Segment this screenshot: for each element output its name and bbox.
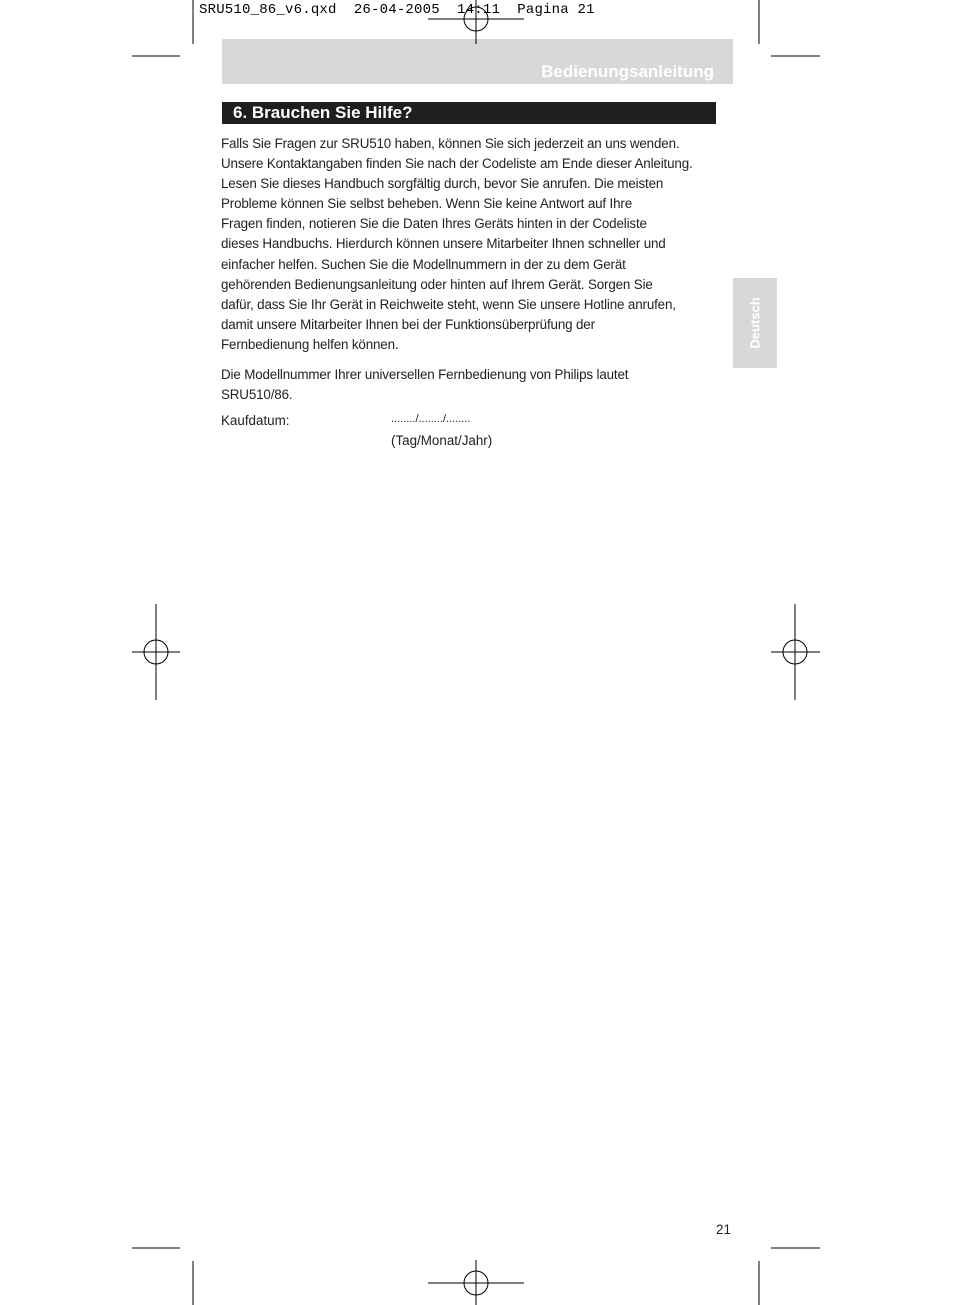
registration-mark-left [132, 604, 180, 700]
text-line: Falls Sie Fragen zur SRU510 haben, können Sie sich jederzeit an uns wenden. [221, 136, 680, 151]
page-number: 21 [716, 1222, 731, 1237]
language-tab-label: Deutsch [747, 297, 763, 349]
print-slug: SRU510_86_v6.qxd 26-04-2005 14:11 Pagina 21 [199, 2, 595, 18]
registration-mark-right [771, 604, 820, 700]
purchase-date-label: Kaufdatum: [221, 413, 290, 428]
registration-mark-top [428, 0, 524, 44]
text-line: damit unsere Mitarbeiter Ihnen bei der Funktionsüberprüfung der [221, 316, 595, 332]
header-title: Bedienungsanleitung [541, 62, 714, 81]
text-line: dieses Handbuchs. Hierdurch können unsere Mitarbeiter Ihnen schneller und [221, 236, 666, 252]
section-title: 6. Brauchen Sie Hilfe? [233, 103, 413, 122]
text-line: Unsere Kontaktangaben finden Sie nach der Codeliste am Ende dieser Anleitung. [221, 156, 693, 172]
purchase-date-blank: ......../......../........ [391, 413, 471, 425]
text-line: Probleme können Sie selbst beheben. Wenn Sie keine Antwort auf Ihre [221, 196, 633, 212]
text-line: SRU510/86. [221, 387, 293, 402]
text-line: einfacher helfen. Suchen Sie die Modellnummern in der zu dem Gerät [221, 256, 626, 272]
text-line: Die Modellnummer Ihrer universellen Fernbedienung von Philips lautet [221, 367, 629, 382]
text-line: Fernbedienung helfen können. [221, 336, 399, 352]
registration-mark-bottom [428, 1260, 524, 1305]
text-line: dafür, dass Sie Ihr Gerät in Reichweite steht, wenn Sie unsere Hotline anrufen, [221, 296, 676, 312]
text-line: gehörenden Bedienungsanleitung oder hinten auf Ihrem Gerät. Sorgen Sie [221, 276, 653, 292]
text-line: Lesen Sie dieses Handbuch sorgfältig durch, bevor Sie anrufen. Die meisten [221, 176, 664, 192]
purchase-date-format: (Tag/Monat/Jahr) [391, 433, 493, 448]
text-line: Fragen finden, notieren Sie die Daten Ihres Geräts hinten in der Codeliste [221, 216, 647, 232]
